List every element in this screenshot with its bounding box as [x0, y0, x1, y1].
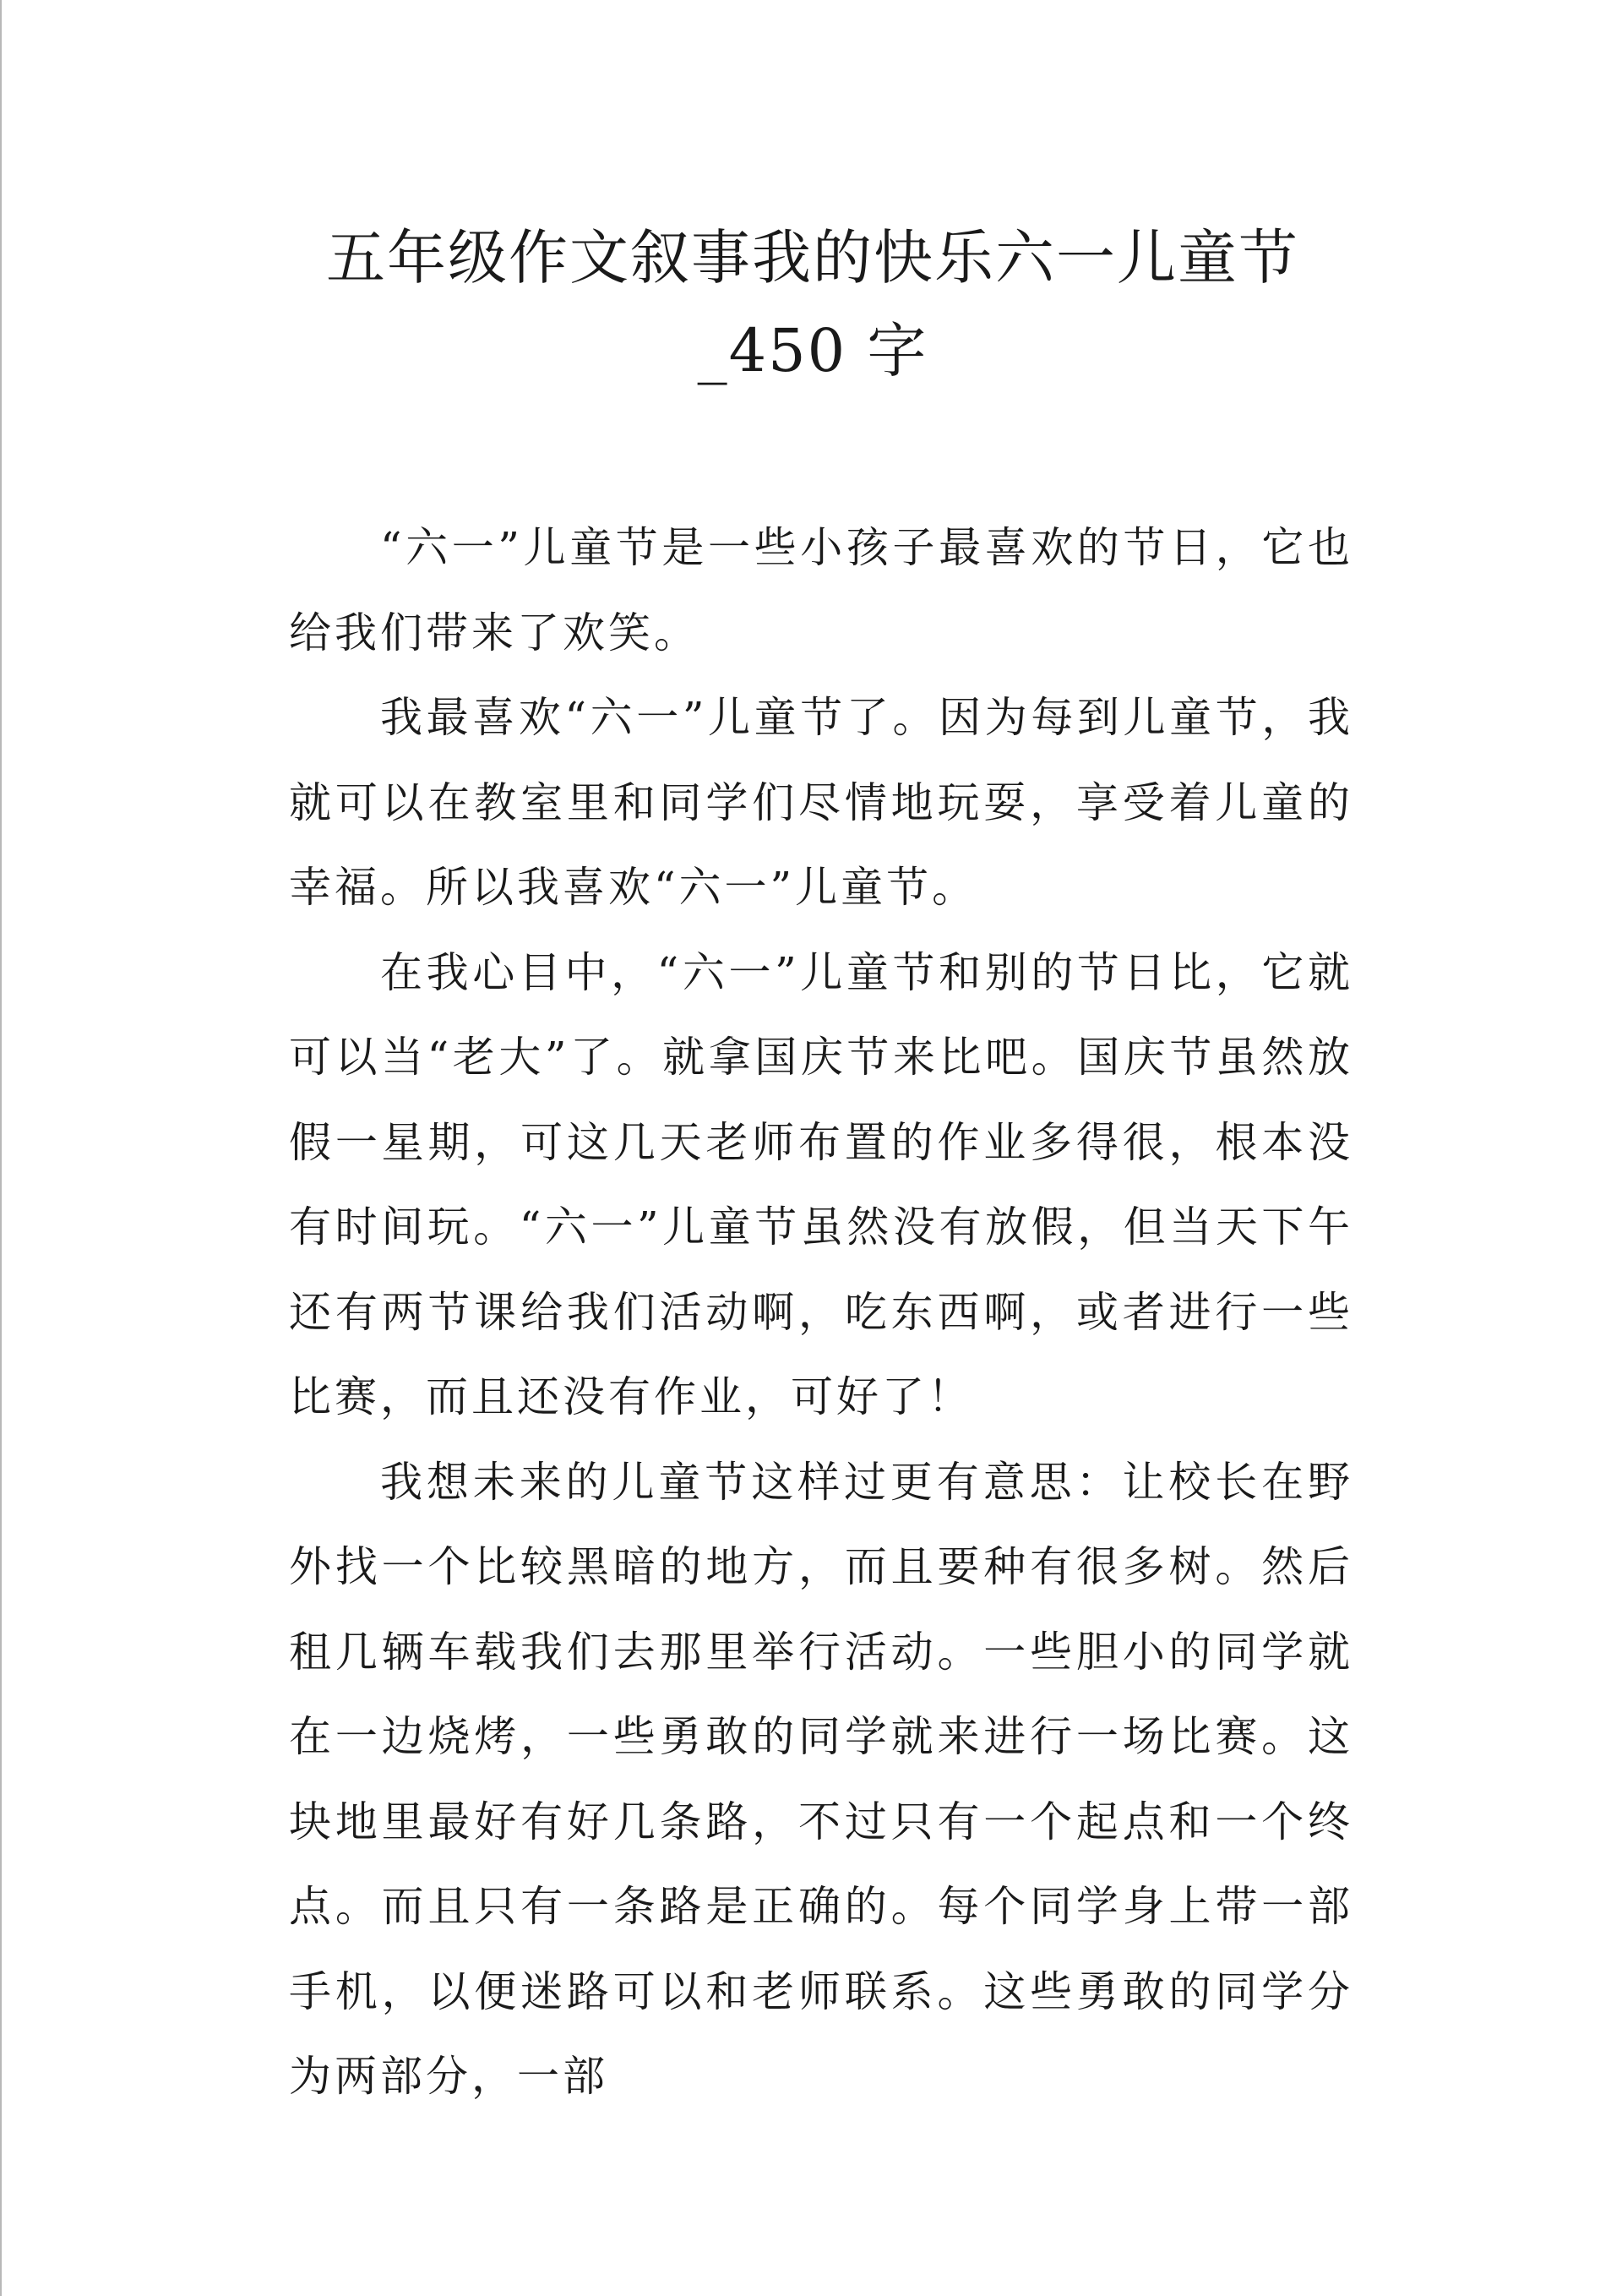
title-line-1: 五年级作文叙事我的快乐六一儿童节 [326, 223, 1299, 292]
title-line-2: _450 字 [697, 316, 928, 385]
paragraph-3: 在我心目中，“六一”儿童节和别的节日比，它就可以当“老大”了。就拿国庆节来比吧。国庆节虽然放假一星期，可这几天老师布置的作业多得很，根本没有时间玩。“六一”儿童节虽然没有放假，但当天下午还有两节课给我们活动啊，吃东西啊，或者进行一些比赛，而且还没有作业，可好了！ [289, 947, 1353, 1421]
paragraph-1: “六一”儿童节是一些小孩子最喜欢的节日，它也给我们带来了欢笑。 [289, 523, 1353, 657]
document-body [289, 505, 1353, 2119]
document-title [289, 211, 1336, 397]
paragraph-4: 我想未来的儿童节这样过更有意思：让校长在野外找一个比较黑暗的地方，而且要种有很多树。然后租几辆车载我们去那里举行活动。一些胆小的同学就在一边烧烤，一些勇敢的同学就来进行一场比赛。这块地里最好有好几条路，不过只有一个起点和一个终点。而且只有一条路是正确的。每个同学身上带一部手机，以便迷路可以和老师联系。这些勇敢的同学分为两部分，一部 [289, 1457, 1353, 2101]
paragraph-2: 我最喜欢“六一”儿童节了。因为每到儿童节，我就可以在教室里和同学们尽情地玩耍，享受着儿童的幸福。所以我喜欢“六一”儿童节。 [289, 693, 1353, 912]
